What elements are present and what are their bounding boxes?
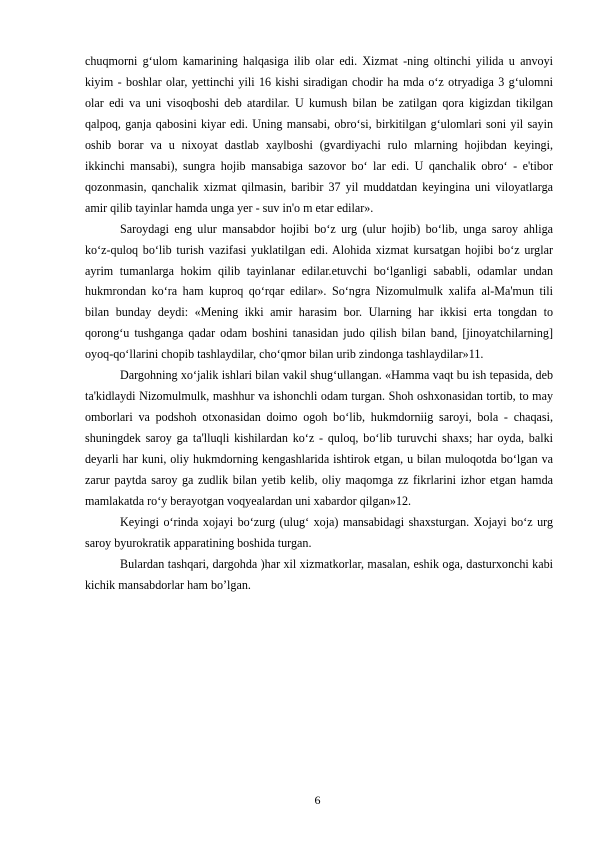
paragraph-3: Dargohning xo‘jalik ishlari bilan vakil shug‘ullangan. «Hamma vaqt bu ish tepasida, deb ta'kidlaydi Nizomulmulk, mashhur va ishonchli odam turgan. Shoh oshxonasidan tortib, to may omborlari va podshoh otxonasidan doimo ogoh bo‘lib, hukmdorniig saroyi, bola - chaqasi, shuningdek saroy ga ta'lluqli kishilardan ko‘z - quloq, bo‘lib turuvchi shaxs; har oyda, balki deyarli har kuni, oliy hukmdorning kengashlarida ishtirok etgan, u bilan muloqotda bo‘lgan va zarur paytda saroy ga zudlik bilan yetib kelib, oliy maqomga zz fikrlarini izhor etgan hamda mamlakatda ro‘y berayotgan voqyealardan uni xabardor qilgan»12. <box>85 368 553 509</box>
document-body <box>85 51 553 596</box>
paragraph-2: Saroydagi eng ulur mansabdor hojibi bo‘z urg (ulur hojib) bo‘lib, unga saroy ahliga ko‘z-quloq bo‘lib turish vazifasi yuklatilgan edi. Alohida xizmat kursatgan hojibi bo‘z urglar ayrim tumanlarga hokim qilib tayinlanar edilar.etuvchi bo‘lganligi sababli, odamlar undan hukmrondan ko‘ra ham kuproq qo‘rqar edilar». So‘ngra Nizomulmulk xalifa al-Ma'mun tili bilan bunday deydi: «Mening ikki amir harasim bor. Ularning har ikkisi erta tongdan to qorong‘u tushganga qadar odam boshini tanasidan judo qilish bilan band, [jinoyatchilarning] oyoq-qo‘llarini chopib tashlaydilar, cho‘qmor bilan urib zindonga tashlaydilar»11. <box>85 221 553 362</box>
paragraph-1: chuqmorni g‘ulom kamarining halqasiga ilib olar edi. Xizmat -ning oltinchi yilida u anvoyi kiyim - boshlar olar, yettinchi yili 16 kishi siradigan chodir ha mda o‘z otryadiga 3 g‘ulomni olar edi va uni visoqboshi deb atardilar. U kumush bilan be zatilgan qora kigizdan tikilgan qalpoq, ganja qabosini kiyar edi. Uning mansabi, obro‘si, birkitilgan g‘ulomlari soni yil sayin oshib borar va u nixoyat dastlab xaylboshi (gvardiyachi rulo mlarning hojibdan keyingi, ikkinchi mansabi), sungra hojib mansabiga sazovor bo‘ lar edi. U qanchalik obro‘ - e'tibor qozonmasin, qanchalik xizmat qilmasin, baribir 37 yil muddatdan keyingina uni viloyatlarga amir qilib tayinlar hamda unga yer - suv in'o m etar edilar». <box>85 54 553 215</box>
paragraph-5: Bulardan tashqari, dargohda )har xil xizmatkorlar, masalan, eshik oga, dasturxonchi kabi kichik mansabdorlar ham bo’lgan. <box>85 556 553 592</box>
page-number: 6 <box>314 793 321 807</box>
paragraph-4: Keyingi o‘rinda xojayi bo‘zurg (ulug‘ xoja) mansabidagi shaxsturgan. Xojayi bo‘z urg saroy byurokratik apparatining boshida turgan. <box>85 514 553 550</box>
